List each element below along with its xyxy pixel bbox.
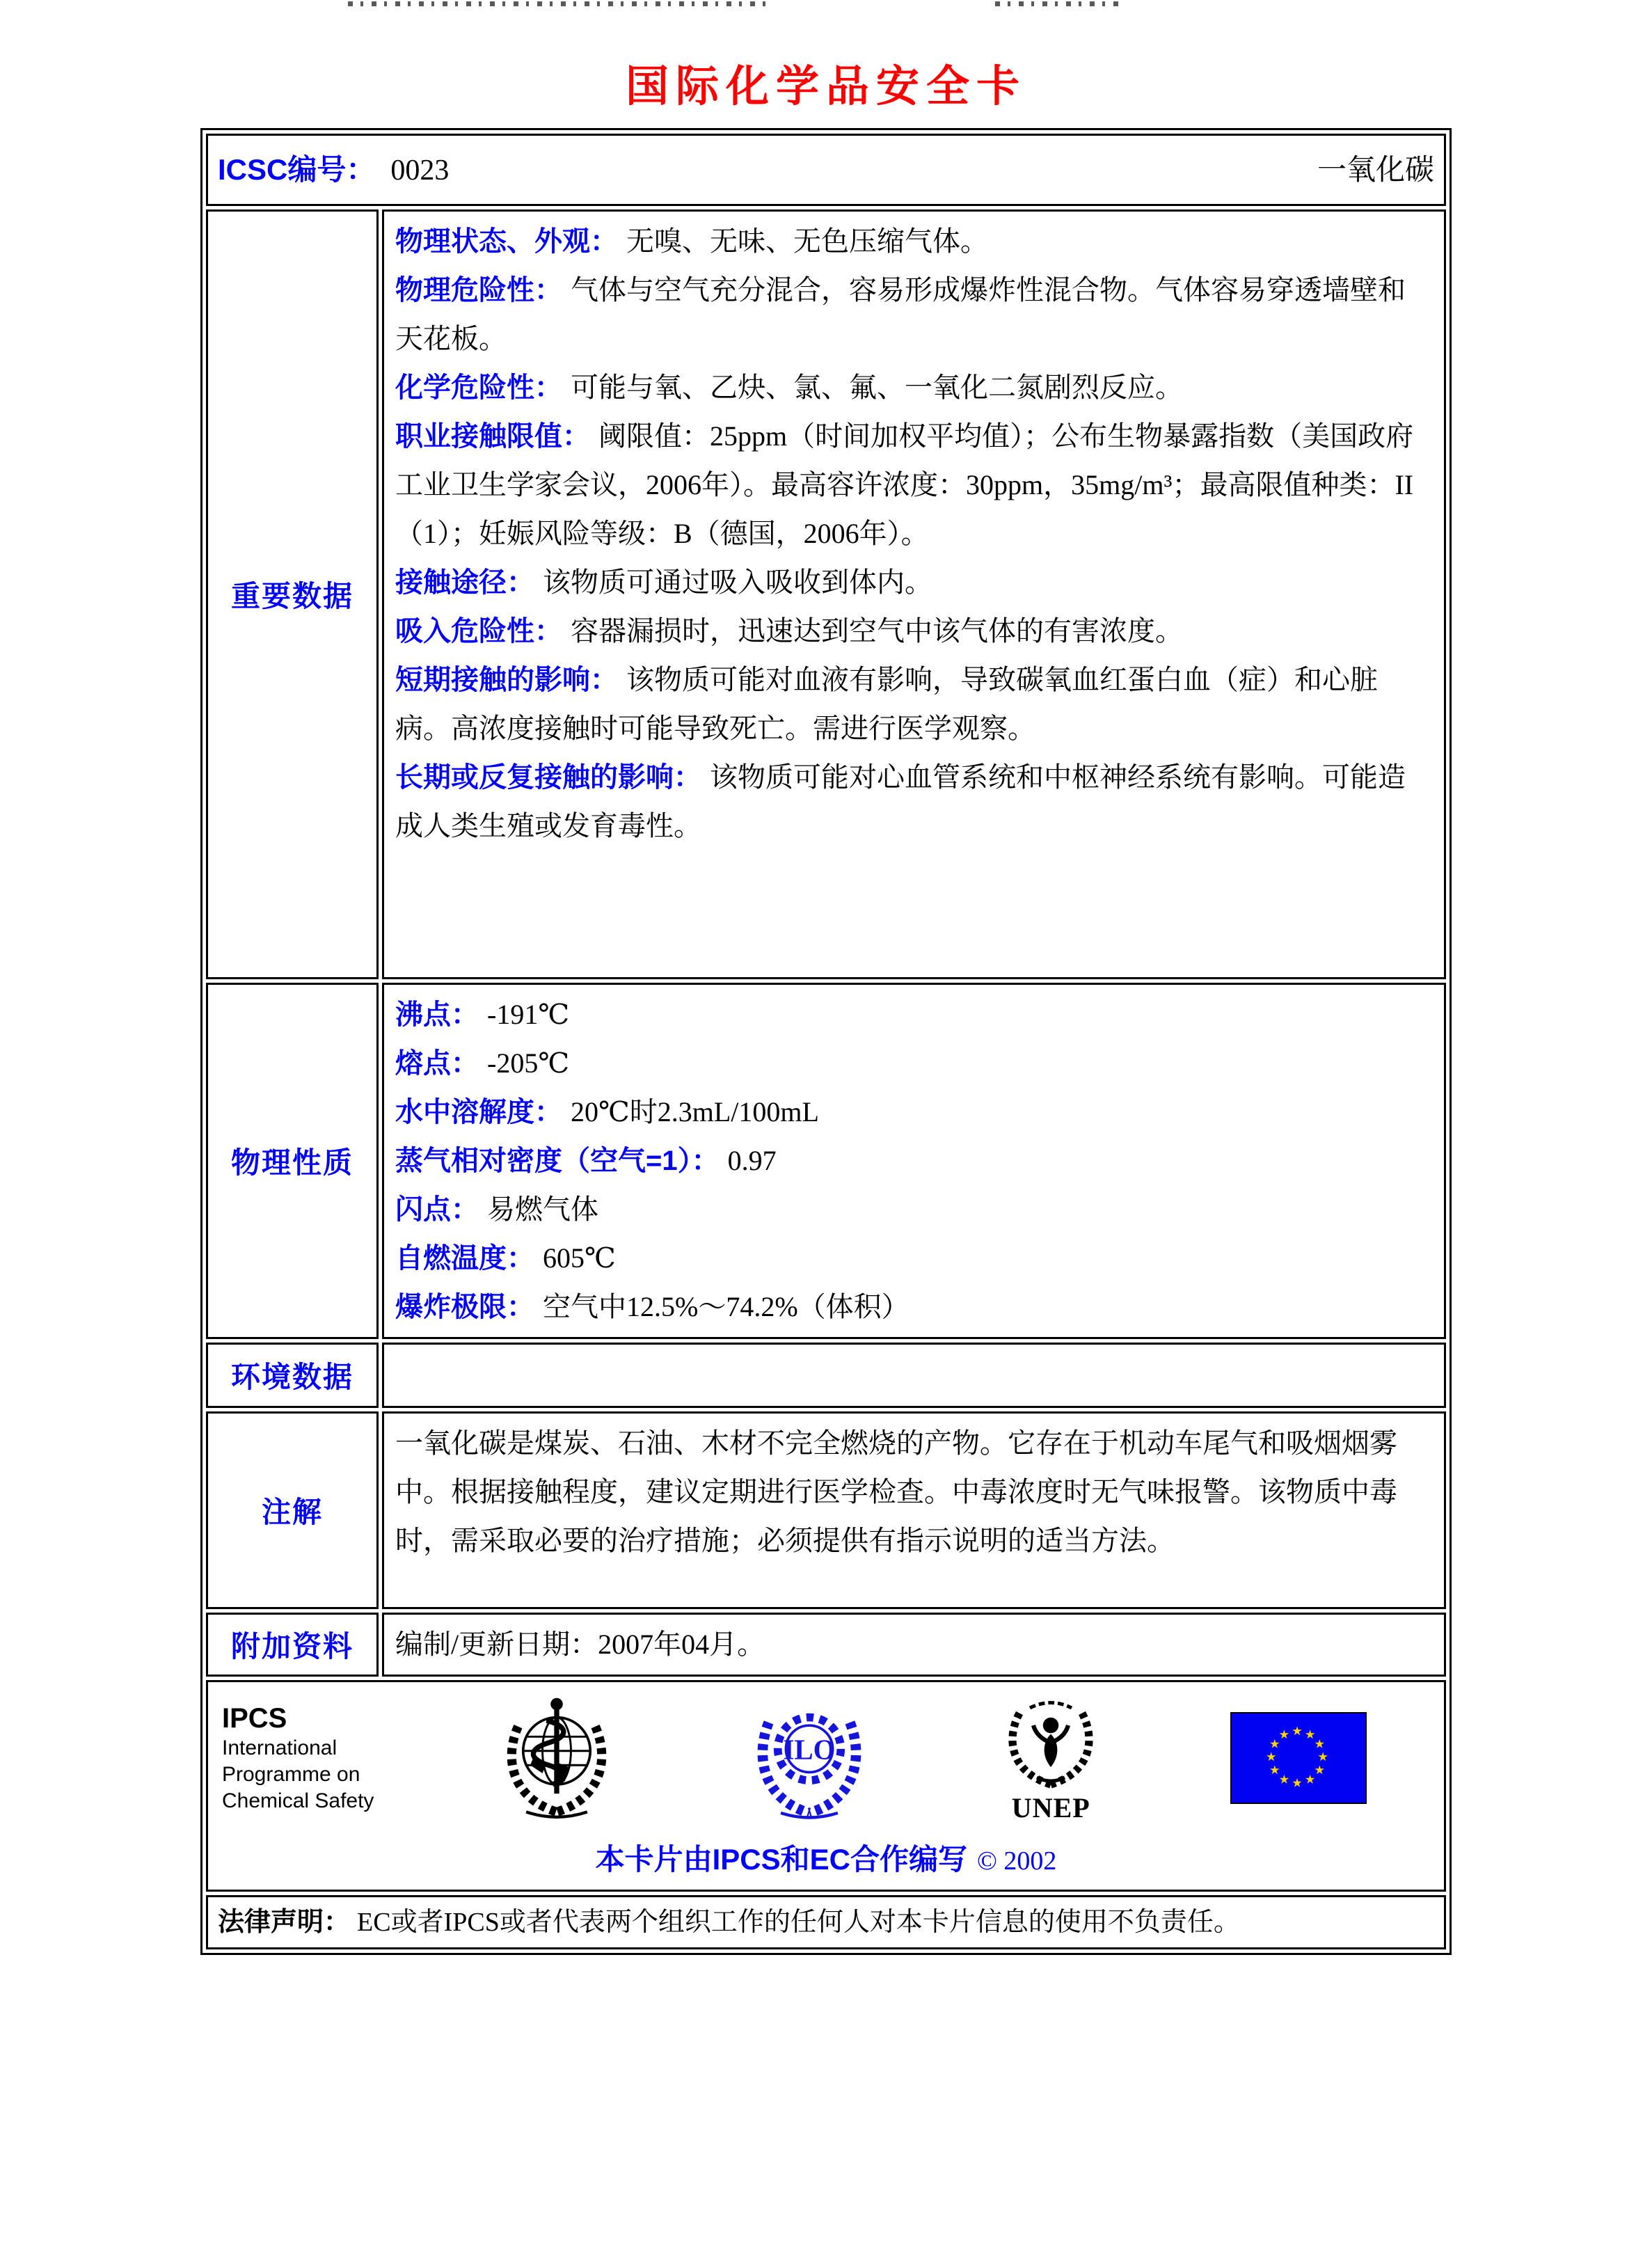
environment-data-row [206,1343,1446,1408]
legal-label: 法律声明： [218,1908,351,1937]
environment-data-label: 环境数据 [206,1343,379,1408]
important-data-content [382,209,1446,979]
svg-text:★: ★ [1291,1776,1303,1791]
important-data-row [206,209,1446,979]
field-label: 短期接触的影响： [395,665,618,695]
clipped-header-remnant [995,1,1120,6]
field-row [395,363,1433,412]
ilo-logo-icon [747,1692,872,1824]
field-label: 职业接触限值： [395,421,590,452]
field-row [395,990,1433,1039]
field-label: 水中溶解度： [395,1097,562,1127]
svg-text:★: ★ [1304,1773,1316,1787]
legal-text: EC或者IPCS或者代表两个组织工作的任何人对本卡片信息的使用不负责任。 [357,1908,1240,1937]
svg-text:★: ★ [1278,1773,1289,1787]
page-title: 国际化学品安全卡 [625,63,1026,111]
field-label: 物理危险性： [395,275,562,306]
logos-row [206,1680,1446,1892]
field-label: 物理状态、外观： [395,226,618,257]
field-value: 易燃气体 [487,1194,598,1225]
svg-text:★: ★ [1314,1737,1325,1752]
header-cell [206,134,1446,206]
field-value: 该物质可通过吸入吸收到体内。 [543,567,932,598]
notes-row [206,1411,1446,1609]
svg-text:★: ★ [1269,1763,1280,1778]
field-value: 无嗅、无味、无色压缩气体。 [626,225,988,257]
ipcs-subtitle-line: International [222,1736,337,1759]
field-value: 可能与氧、乙炔、氯、氟、一氧化二氮剧烈反应。 [571,372,1183,403]
field-value: 该物质可能对心血管系统和中枢神经系统有影响。可能造成人类生殖或发育毒性。 [395,761,1406,841]
field-label: 闪点： [395,1194,479,1225]
safety-card-table [200,128,1452,1955]
environment-data-content [382,1343,1446,1408]
field-row [395,1039,1433,1088]
notes-content [382,1411,1446,1609]
ipcs-text-block [222,1702,431,1814]
svg-text:★: ★ [1278,1727,1289,1742]
copyright-text: © 2002 [977,1846,1057,1876]
eu-flag-icon [1230,1712,1367,1804]
field-row [395,1234,1433,1283]
icsc-number-value: 0023 [390,155,450,187]
logos-cell [206,1680,1446,1892]
ipcs-title: IPCS [222,1703,287,1734]
svg-text:★: ★ [1304,1727,1316,1742]
field-row [395,607,1433,656]
logo-spread [431,1692,1430,1824]
field-value: 空气中12.5%～74.2%（体积） [543,1291,910,1322]
field-value: 该物质可能对血液有影响，导致碳氧血红蛋白血（症）和心脏病。高浓度接触时可能导致死亡。需进行医学观察。 [395,664,1378,744]
field-label: 长期或反复接触的影响： [395,762,701,793]
field-label: 接触途径： [395,567,534,598]
svg-text:★: ★ [1291,1725,1303,1739]
additional-info-row [206,1613,1446,1677]
field-label: 爆炸极限： [395,1292,534,1322]
svg-text:★: ★ [1314,1763,1325,1778]
physical-properties-row [206,983,1446,1339]
ipcs-subtitle-line: Chemical Safety [222,1789,374,1812]
field-label: 自燃温度： [395,1243,534,1274]
field-label: 化学危险性： [395,372,562,403]
header-row [206,134,1446,206]
important-data-label: 重要数据 [206,209,379,979]
field-value: 0.97 [727,1145,777,1176]
field-row [395,1620,1433,1669]
field-value: 容器漏损时，迅速达到空气中该气体的有害浓度。 [571,615,1183,647]
additional-info-content [382,1613,1446,1677]
field-row [395,753,1433,850]
field-value: 605℃ [543,1242,616,1274]
field-value: 20℃时2.3mL/100mL [571,1096,819,1127]
field-value: -205℃ [487,1047,570,1079]
legal-cell [206,1895,1446,1949]
field-label: 蒸气相对密度（空气=1）： [395,1146,720,1176]
update-date: 编制/更新日期：2007年04月。 [395,1629,765,1660]
ipcs-subtitle-line: Programme on [222,1763,360,1786]
field-label: 沸点： [395,999,479,1030]
field-label: 熔点： [395,1048,479,1079]
physical-properties-content [382,983,1446,1339]
legal-row [206,1895,1446,1949]
credit-line [222,1837,1430,1878]
field-value: -191℃ [487,999,570,1030]
field-row [395,1185,1433,1234]
icsc-number-label: ICSC编号： [218,153,376,186]
additional-info-label: 附加资料 [206,1613,379,1677]
logo-row [222,1692,1430,1824]
credit-text: 本卡片由IPCS和EC合作编写 [595,1843,967,1876]
unep-logo-text: UNEP [1011,1792,1090,1823]
field-row [395,1283,1433,1331]
svg-text:★: ★ [1269,1737,1280,1752]
who-logo-icon [494,1692,619,1824]
field-value: 气体与空气充分混合，容易形成爆炸性混合物。气体容易穿透墙壁和天花板。 [395,274,1406,354]
field-row [395,1137,1433,1185]
physical-properties-label: 物理性质 [206,983,379,1339]
svg-text:★: ★ [1265,1750,1277,1765]
field-row [395,1088,1433,1137]
field-row [395,217,1433,266]
notes-text: 一氧化碳是煤炭、石油、木材不完全燃烧的产物。它存在于机动车尾气和吸烟烟雾中。根据接触程度，建议定期进行医学检查。中毒浓度时无气味报警。该物质中毒时，需采取必要的治疗措施；必须提供有指示说明的适当方法。 [395,1427,1397,1556]
svg-text:★: ★ [1317,1750,1328,1765]
chemical-name: 一氧化碳 [1317,155,1434,187]
notes-label: 注解 [206,1411,379,1609]
field-row [395,412,1433,558]
ilo-logo-letters: ILO [783,1734,836,1766]
field-value: 阈限值：25ppm（时间加权平均值）；公布生物暴露指数（美国政府工业卫生学家会议，2006年）。最高容许浓度：30ppm，35mg/m³；最高限值种类：II（1）；妊娠风险等级：B（德国，2006年）。 [395,420,1414,549]
field-row [395,558,1433,607]
field-label: 吸入危险性： [395,616,562,647]
field-row [395,266,1433,363]
field-row [395,656,1433,753]
unep-logo-icon [999,1694,1103,1822]
clipped-header-remnant [348,1,772,6]
